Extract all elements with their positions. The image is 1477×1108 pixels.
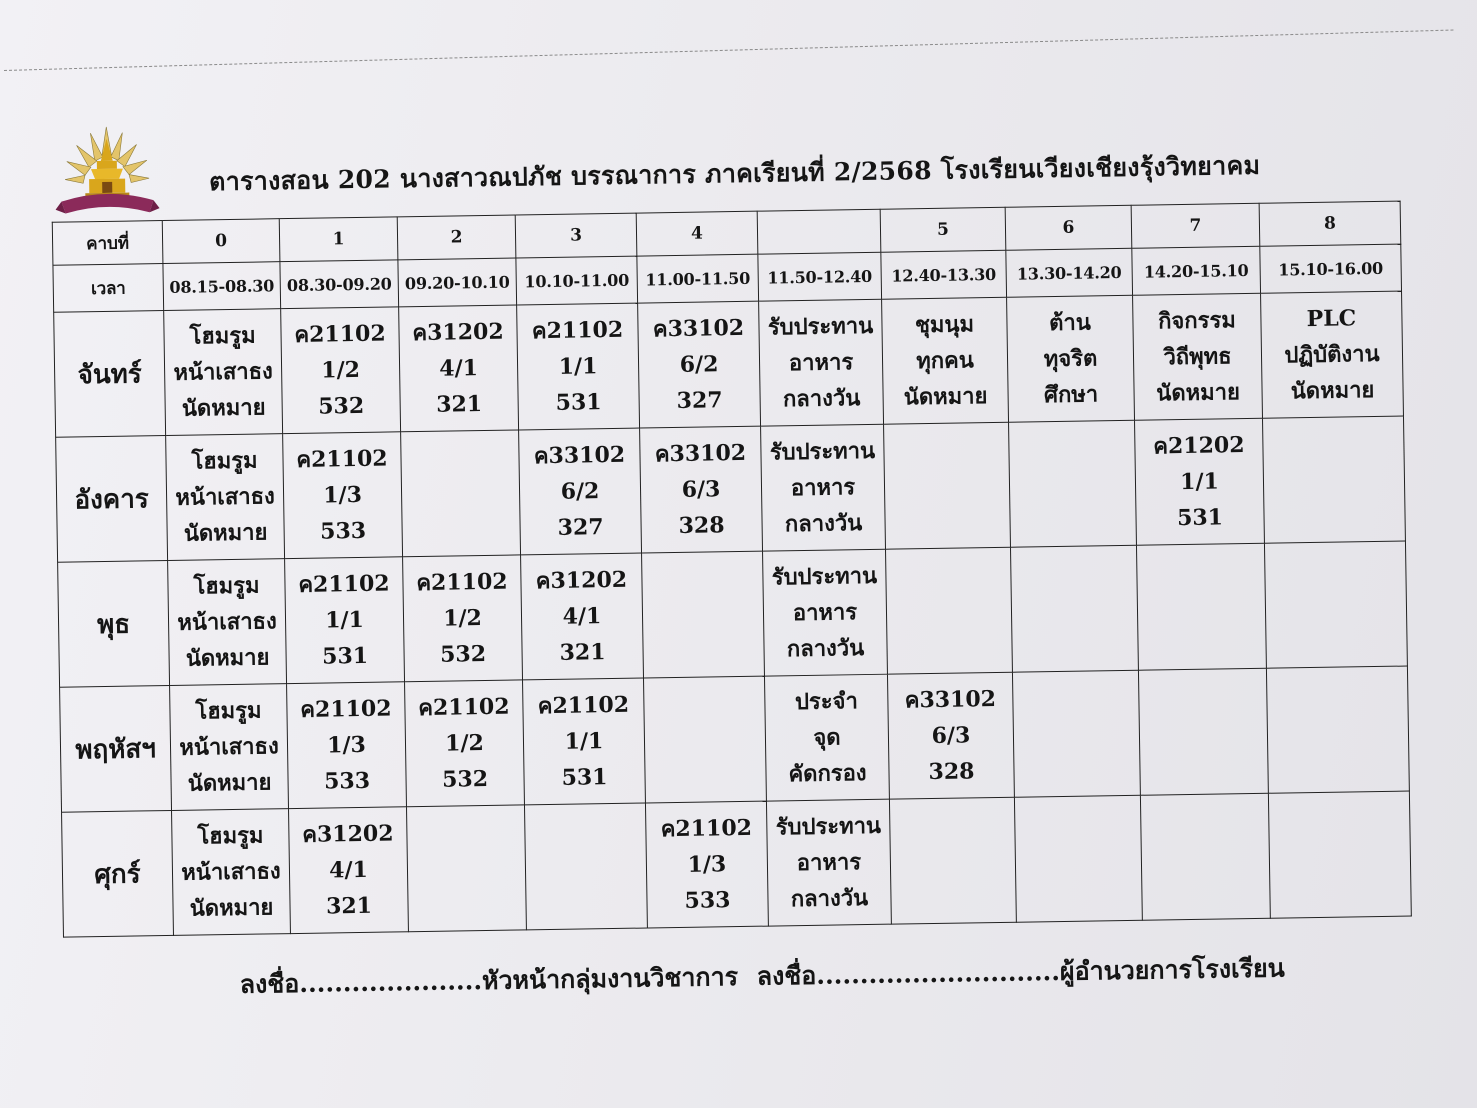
schedule-cell [887, 672, 1014, 799]
schedule-cell [172, 809, 291, 936]
day-row [60, 666, 1410, 812]
cell-line: 1/1 [325, 606, 365, 634]
signature-line [239, 946, 1424, 1005]
day-rows [54, 291, 1412, 937]
cell-line: รับประทาน [769, 437, 876, 466]
cell-line: 533 [319, 517, 367, 545]
schedule-cell [523, 678, 646, 805]
cell-line: ค21102 [660, 814, 753, 843]
signature-director: ลงชื่อ............................ผู้อำนวยการโรงเรียน [756, 953, 1285, 991]
cell-line: นัดหมาย [187, 769, 272, 797]
period-cell: 1 [279, 217, 398, 262]
schedule-cell [517, 303, 640, 430]
schedule-cell [170, 684, 289, 811]
cell-line: PLC [1306, 305, 1357, 333]
cell-line: 532 [441, 765, 489, 793]
cell-line: ชุมนุม [914, 311, 975, 339]
day-row [54, 291, 1404, 437]
cell-line: อาหาร [792, 599, 858, 627]
cell-line: 328 [678, 512, 725, 539]
page-header [36, 88, 1413, 222]
cell-line: ค33102 [533, 441, 626, 470]
time-cell: 14.20-15.10 [1132, 246, 1261, 295]
cell-line: นัดหมาย [185, 644, 270, 672]
cell-line: นัดหมาย [1156, 379, 1241, 407]
cell-line: 1/3 [323, 481, 363, 509]
schedule-cell [1261, 291, 1404, 418]
cell-line: ค21102 [537, 691, 630, 720]
day-row [58, 541, 1408, 687]
schedule-cell [285, 557, 405, 684]
cell-line: โฮมรูม [189, 322, 256, 350]
cell-line: กลางวัน [790, 885, 869, 913]
cell-line: 6/2 [679, 351, 719, 378]
schedule-cell [884, 422, 1011, 549]
schedule-cell [405, 680, 525, 807]
schedule-cell [287, 682, 407, 809]
period-cell: 5 [880, 207, 1006, 252]
cell-line: รับประทาน [775, 812, 882, 841]
cell-line: 1/1 [564, 728, 604, 755]
cell-line: 531 [321, 642, 369, 670]
period-cell: 6 [1005, 205, 1132, 250]
schedule-cell [1136, 543, 1266, 670]
fold-line [4, 30, 1453, 71]
cell-line: 531 [561, 764, 608, 791]
cell-line: ประจำ [794, 688, 859, 716]
schedule-cell [1014, 795, 1142, 922]
cell-line: ค31202 [302, 820, 394, 848]
schedule-cell [283, 432, 403, 559]
period-cell: 4 [636, 211, 758, 256]
cell-line: ต้าน [1048, 309, 1092, 337]
time-cell: 08.30-09.20 [280, 260, 399, 309]
day-name: พฤหัสฯ [75, 733, 157, 765]
time-cell: 11.50-12.40 [758, 252, 882, 301]
schedule-cell [406, 805, 526, 932]
school-logo-icon [54, 116, 160, 222]
cell-line: 6/2 [560, 478, 600, 505]
schedule-cell [882, 297, 1009, 424]
period-cell: 3 [515, 213, 637, 258]
cell-line: 1/2 [444, 730, 485, 757]
cell-line: นัดหมาย [183, 519, 268, 547]
cell-line: ศึกษา [1043, 381, 1099, 409]
cell-line: คัดกรอง [788, 760, 867, 788]
cell-line: ทุกคน [916, 347, 975, 375]
schedule-cell [1133, 293, 1263, 420]
cell-line: หน้าเสาธง [179, 733, 279, 761]
day-name-cell [60, 685, 172, 812]
period-cell [757, 209, 881, 254]
schedule-cell [640, 426, 763, 553]
schedule-cell [403, 555, 523, 682]
schedule-cell [164, 309, 283, 436]
schedule-cell [1266, 666, 1409, 793]
period-cell: 2 [397, 215, 516, 260]
cell-line: 327 [557, 514, 604, 541]
schedule-cell [519, 428, 642, 555]
schedule-cell [764, 674, 889, 801]
schedule-cell [168, 559, 287, 686]
cell-line: 6/3 [681, 476, 721, 503]
schedule-cell [1268, 791, 1411, 918]
cell-line: 327 [676, 387, 723, 414]
cell-line: 532 [318, 392, 365, 420]
cell-line: 1/3 [687, 851, 727, 878]
time-cell: 08.15-08.30 [163, 262, 281, 311]
cell-line: 1/1 [1179, 468, 1220, 496]
time-header-cell [53, 264, 164, 313]
cell-line: 321 [559, 639, 606, 666]
cell-line: 1/2 [443, 605, 483, 632]
cell-line: โฮมรูม [195, 697, 262, 725]
period-header-label: คาบที่ [85, 233, 130, 254]
cell-line: โฮมรูม [197, 822, 264, 850]
cell-line: 321 [436, 391, 483, 418]
cell-line: ค21202 [1153, 432, 1245, 460]
day-name: ศุกร์ [94, 858, 141, 890]
period-header-cell [52, 221, 163, 266]
cell-line: กลางวัน [784, 510, 863, 538]
cell-line: 1/3 [326, 731, 367, 759]
schedule-cell [524, 803, 647, 930]
schedule-cell [1010, 545, 1138, 672]
schedule-cell [643, 676, 766, 803]
cell-line: 1/2 [321, 356, 361, 384]
schedule-cell [521, 553, 644, 680]
schedule-cell [759, 299, 884, 426]
cell-line: ค21102 [531, 316, 624, 345]
cell-line: วิถีพุทธ [1163, 343, 1232, 371]
day-name-cell [62, 810, 174, 937]
cell-line: ค21102 [418, 693, 510, 722]
cell-line: 321 [325, 892, 373, 920]
schedule-cell [638, 301, 761, 428]
cell-line: 6/3 [931, 722, 971, 750]
cell-line: ค31202 [535, 566, 628, 595]
cell-line: ทุจริต [1043, 345, 1098, 373]
schedule-cell [1262, 416, 1405, 543]
cell-line: โฮมรูม [191, 447, 258, 475]
cell-line: นัดหมาย [189, 894, 274, 922]
cell-line: อาหาร [790, 474, 856, 502]
cell-line: นัดหมาย [181, 394, 266, 422]
cell-line: ปฏิบัติงาน [1284, 340, 1380, 369]
time-cell: 10.10-11.00 [516, 256, 638, 305]
period-cell: 7 [1131, 203, 1260, 248]
cell-line: ค33102 [654, 439, 747, 468]
cell-line: 531 [1176, 504, 1224, 532]
cell-line: 4/1 [328, 856, 369, 884]
cell-line: ค21102 [296, 445, 388, 473]
cell-line: ค33102 [904, 685, 997, 714]
time-header-label: เวลา [90, 278, 126, 299]
cell-line: ค21102 [416, 568, 508, 597]
cell-line: 1/1 [558, 353, 598, 380]
cell-line: รับประทาน [771, 562, 878, 591]
schedule-cell [645, 801, 768, 928]
schedule-cell [766, 799, 891, 926]
cell-line: หน้าเสาธง [173, 358, 274, 386]
schedule-cell [1140, 793, 1270, 920]
cell-line: หน้าเสาธง [181, 858, 281, 886]
cell-line: 533 [323, 767, 371, 795]
cell-line: ค33102 [652, 314, 745, 343]
cell-line: ค31202 [412, 318, 504, 347]
cell-line: อาหาร [796, 849, 862, 877]
day-name: พุธ [96, 609, 131, 640]
cell-line: กลางวัน [782, 385, 861, 413]
day-row [62, 791, 1412, 937]
schedule-cell [889, 797, 1016, 924]
schedule-cell [761, 424, 886, 551]
page-title: ตารางสอน 202 นางสาวณปภัช บรรณาการ ภาคเรียนที่ 2/2568 โรงเรียนเวียงเชียงรุ้งวิทยาคม [208, 150, 1261, 197]
time-cell: 11.00-11.50 [637, 254, 759, 303]
schedule-cell [281, 307, 401, 434]
cell-line: อาหาร [788, 349, 854, 377]
cell-line: กิจกรรม [1157, 307, 1236, 335]
cell-line: ค21102 [298, 570, 390, 598]
day-name-cell [58, 560, 170, 687]
schedule-cell [166, 434, 285, 561]
day-name: อังคาร [74, 483, 149, 515]
period-cell: 0 [162, 219, 280, 264]
schedule-cell [289, 807, 409, 934]
schedule-cell [763, 549, 888, 676]
cell-line: 531 [555, 389, 602, 416]
cell-line: หน้าเสาธง [177, 608, 277, 636]
cell-line: 532 [439, 640, 487, 668]
cell-line: กลางวัน [786, 635, 865, 663]
schedule-table [52, 201, 1412, 938]
schedule-cell [642, 551, 765, 678]
cell-line: ค21102 [294, 320, 386, 348]
schedule-cell [886, 547, 1013, 674]
cell-line: 533 [684, 887, 731, 914]
cell-line: 4/1 [439, 355, 479, 382]
cell-line: โฮมรูม [193, 572, 260, 600]
cell-line: ค21102 [300, 695, 392, 723]
schedule-cell [399, 305, 519, 432]
schedule-cell [1012, 670, 1140, 797]
schedule-cell [1264, 541, 1407, 668]
cell-line: 328 [928, 758, 975, 786]
schedule-cell [1007, 295, 1135, 422]
day-name-cell [56, 436, 168, 563]
time-cell: 13.30-14.20 [1006, 248, 1133, 297]
schedule-cell [401, 430, 521, 557]
time-cell: 09.20-10.10 [398, 258, 517, 307]
day-name-cell [54, 311, 166, 438]
cell-line: จุด [813, 724, 841, 751]
schedule-cell [1135, 418, 1265, 545]
day-name: จันทร์ [77, 358, 142, 390]
day-row [56, 416, 1406, 562]
cell-line: หน้าเสาธง [175, 483, 275, 511]
cell-line: นัดหมาย [903, 383, 988, 411]
schedule-cell [1009, 420, 1137, 547]
cell-line: นัดหมาย [1290, 377, 1375, 405]
cell-line: รับประทาน [767, 312, 874, 341]
signature-academic-head: ลงชื่อ.....................หัวหน้ากลุ่มงานวิชาการ [239, 962, 739, 999]
time-cell: 12.40-13.30 [881, 250, 1007, 299]
cell-line: 4/1 [562, 603, 602, 630]
period-cell: 8 [1259, 201, 1401, 246]
schedule-page [36, 88, 1425, 1007]
time-cell: 15.10-16.00 [1260, 244, 1402, 293]
schedule-cell [1138, 668, 1268, 795]
